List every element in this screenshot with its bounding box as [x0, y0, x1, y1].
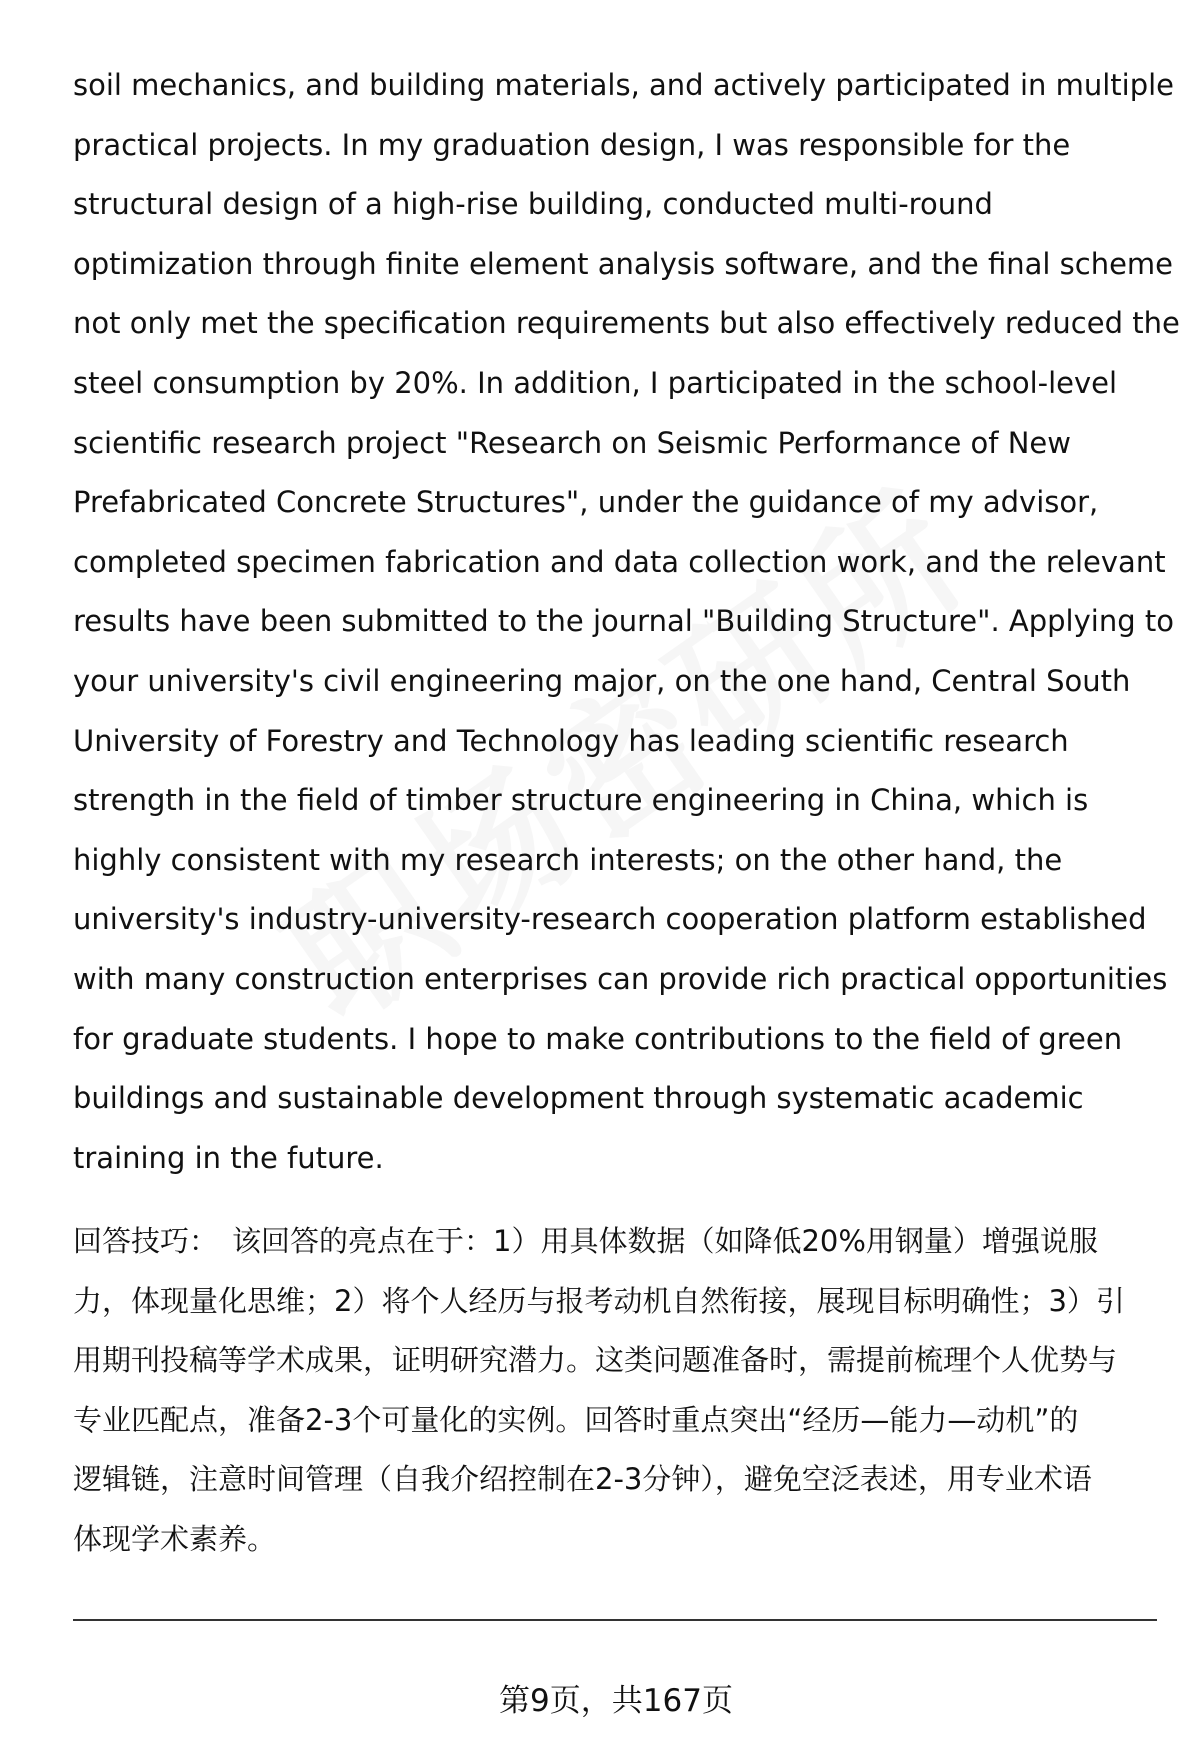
paragraph-line: steel consumption by 20%. In addition, I participated in the school-level: [73, 365, 1118, 400]
tips-line: 逻辑链，注意时间管理（自我介绍控制在2-3分钟），避免空泛表述，用专业术语: [73, 1462, 1092, 1496]
paragraph-line: highly consistent with my research interests; on the other hand, the: [73, 842, 1063, 877]
paragraph-line: strength in the field of timber structure engineering in China, which is: [73, 783, 1089, 818]
tips-line: [73, 1212, 1173, 1272]
paragraph-line: optimization through finite element analysis software, and the final scheme: [73, 246, 1174, 281]
paragraph-line: results have been submitted to the journal "Building Structure". Applying to: [73, 604, 1174, 639]
tips-line: 专业匹配点，准备2-3个可量化的实例。回答时重点突出“经历—能力—动机”的: [73, 1402, 1079, 1437]
paragraph-line: university's industry-university-research cooperation platform established: [73, 902, 1147, 937]
paragraph-line: buildings and sustainable development through systematic academic: [73, 1081, 1084, 1116]
answer-paragraph: [73, 56, 1180, 1188]
paragraph-line: completed specimen fabrication and data collection work, and the relevant: [73, 544, 1166, 579]
paragraph-line: structural design of a high-rise building, conducted multi-round: [73, 187, 993, 222]
paragraph-line: for graduate students. I hope to make contributions to the field of green: [73, 1021, 1123, 1056]
answer-tips-section: [73, 1212, 1173, 1569]
paragraph-line: with many construction enterprises can provide rich practical opportunities: [73, 961, 1168, 996]
footer-divider: [73, 1619, 1157, 1621]
tips-line: 用期刊投稿等学术成果，证明研究潜力。这类问题准备时，需提前梳理个人优势与: [73, 1343, 1118, 1377]
paragraph-line: Prefabricated Concrete Structures", under the guidance of my advisor,: [73, 485, 1099, 520]
paragraph-line: University of Forestry and Technology has leading scientific research: [73, 723, 1069, 758]
paragraph-line: your university's civil engineering major, on the one hand, Central South: [73, 663, 1131, 698]
paragraph-line: soil mechanics, and building materials, and actively participated in multiple: [73, 68, 1175, 102]
tips-line: 力，体现量化思维；2）将个人经历与报考动机自然衔接，展现目标明确性；3）引: [73, 1283, 1125, 1318]
tips-text: 该回答的亮点在于：1）用具体数据（如降低20%用钢量）增强说服: [232, 1224, 1098, 1258]
paragraph-line: scientific research project "Research on Seismic Performance of New: [73, 425, 1071, 460]
paragraph-line: not only met the specification requirements but also effectively reduced the: [73, 306, 1180, 341]
paragraph-line: practical projects. In my graduation design, I was responsible for the: [73, 127, 1071, 162]
page-number: 第9页，共167页: [499, 1683, 733, 1719]
paragraph-line: training in the future.: [73, 1140, 384, 1175]
tips-line: 体现学术素养。: [73, 1521, 277, 1556]
tips-label: 回答技巧：: [73, 1224, 219, 1258]
